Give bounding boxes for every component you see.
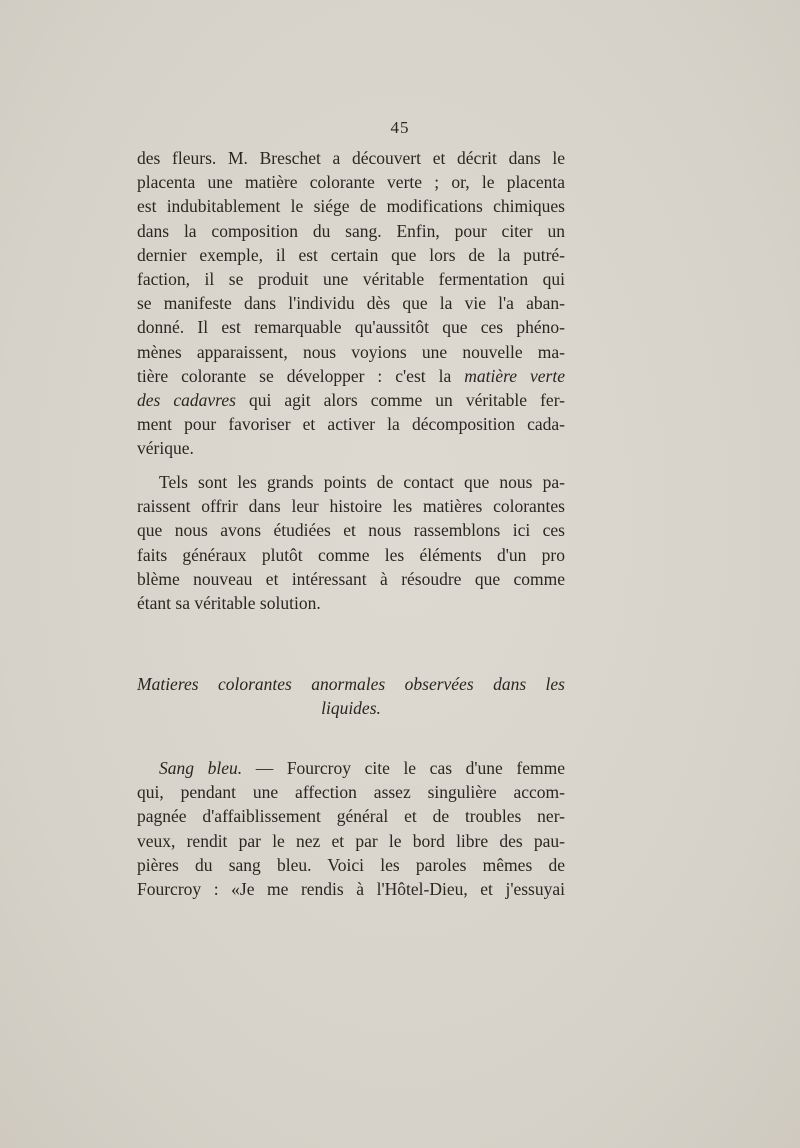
text-line: raissent offrir dans leur histoire les matières colorantes [137,496,565,517]
text-line: dernier exemple, il est certain que lors de la putré- [137,244,565,265]
text-line: Fourcroy : «Je me rendis à l'Hôtel-Dieu, et j'essuyai [137,878,565,899]
paragraph-3 [137,756,565,901]
heading-line: Matieres colorantes anormales observées dans les [137,674,565,694]
text-line: veux, rendit par le nez et par le bord libre des pau- [137,830,565,851]
text-run: tière colorante se développer : c'est la [137,365,465,386]
heading-line: liquides. [321,698,381,719]
text-run: — Fourcroy cite le cas d'une femme [242,758,565,778]
text-run: qui agit alors comme un véritable fer- [235,389,565,410]
italic-lead: Sang bleu. [159,758,243,778]
text-line: qui, pendant une affection assez singulière accom- [137,782,565,803]
text-line: pagnée d'affaiblissement général et de troubles ner- [137,806,565,827]
text-line: vérique. [137,438,194,459]
italic-term: des cadavres [137,389,236,410]
paragraph-2 [137,470,565,615]
text-line: faction, il se produit une véritable fermentation qui [137,268,565,289]
text-line: dans la composition du sang. Enfin, pour citer un [137,220,565,241]
text-line: mènes apparaissent, nous voyions une nouvelle ma- [137,341,565,362]
text-line: placenta une matière colorante verte ; or, le placenta [137,172,565,193]
text-line: ment pour favoriser et activer la décomposition cada- [137,414,565,435]
text-line: donné. Il est remarquable qu'aussitôt que ces phéno- [137,317,565,338]
paragraph-1 [137,146,565,460]
section-heading [137,672,565,720]
text-line [137,364,565,388]
text-line: des fleurs. M. Breschet a découvert et décrit dans le [137,148,565,168]
italic-term: matière verte [464,365,565,386]
text-line: faits généraux plutôt comme les éléments d'un pro [137,544,565,565]
page-number: 45 [390,118,410,137]
text-line: est indubitablement le siége de modifications chimiques [137,196,565,217]
text-line [137,388,565,412]
text-line: Tels sont les grands points de contact que nous pa- [159,472,565,492]
text-line: pières du sang bleu. Voici les paroles mêmes de [137,854,565,875]
text-line: que nous avons étudiées et nous rassemblons ici ces [137,520,565,541]
text-line: se manifeste dans l'individu dès que la vie l'a aban- [137,293,565,314]
text-line: blème nouveau et intéressant à résoudre que comme [137,568,565,589]
text-line: étant sa véritable solution. [137,592,321,613]
text-line [137,756,565,780]
